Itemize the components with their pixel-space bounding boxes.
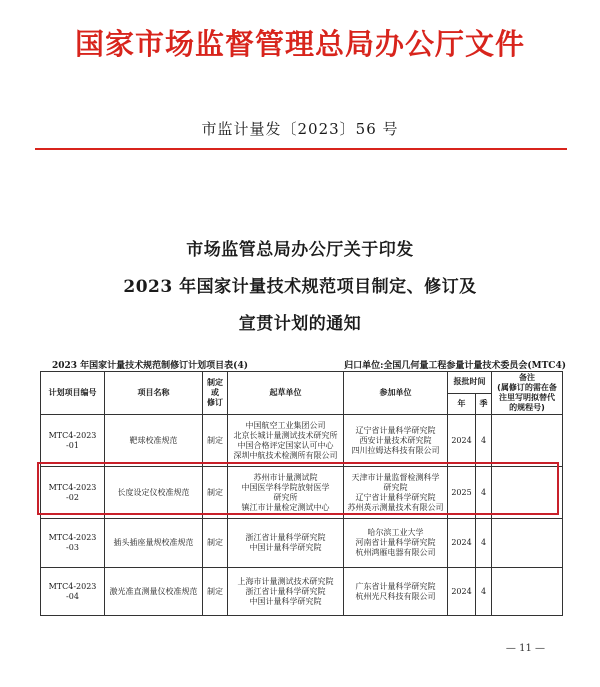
cell-project-name: 靶球校准规范 [105,415,203,467]
page-number: — 11 — [505,643,545,654]
cell-type: 制定 [203,568,228,616]
cell-project-id: MTC4-2023 -04 [41,568,105,616]
header-project-id: 计划项目编号 [41,372,105,415]
cell-participants: 天津市计量监督检测科学 研究院 辽宁省计量科学研究院 苏州英示测量技术有限公司 [344,467,448,519]
title-line: 宣贯计划的通知 [238,314,362,334]
cell-note [492,415,563,467]
cell-note [492,519,563,568]
header-submission-time: 报批时间 [448,372,492,394]
table-row [41,467,563,519]
cell-quarter: 4 [476,568,492,616]
document-number: 市监计量发〔2023〕56 号 [201,120,399,138]
table-caption-right: 归口单位:全国几何量工程参量计量技术委员会(MTC4) [344,361,566,371]
cell-drafters: 上海市计量测试技术研究院 浙江省计量科学研究院 中国计量科学研究院 [228,568,344,616]
cell-quarter: 4 [476,467,492,519]
header-year: 年 [448,393,476,415]
table-row [41,415,563,467]
cell-project-name: 激光准直测量仪校准规范 [105,568,203,616]
cell-quarter: 4 [476,519,492,568]
header-quarter: 季 [476,393,492,415]
header-drafter: 起草单位 [228,372,344,415]
header-project-name: 项目名称 [105,372,203,415]
table-caption-left: 2023 年国家计量技术规范制修订计划项目表(4) [52,361,248,371]
header-participant: 参加单位 [344,372,448,415]
cell-note [492,568,563,616]
cell-year: 2025 [448,467,476,519]
cell-year: 2024 [448,519,476,568]
header-type: 制定 或 修订 [203,372,228,415]
cell-participants: 辽宁省计量科学研究院 西安计量技术研究院 四川拉姆达科技有限公司 [344,415,448,467]
cell-note [492,467,563,519]
title-line: 2023 年国家计量技术规范项目制定、修订及 [123,277,477,297]
cell-quarter: 4 [476,415,492,467]
red-divider-line [35,148,567,150]
header-note: 备注 (属修订的需在备 注里写明拟替代 的规程号) [492,372,563,415]
cell-drafters: 浙江省计量科学研究院 中国计量科学研究院 [228,519,344,568]
table-row [41,568,563,616]
title-line: 市场监管总局办公厅关于印发 [186,240,414,260]
cell-type: 制定 [203,467,228,519]
cell-project-id: MTC4-2023 -03 [41,519,105,568]
document-title [0,232,600,343]
cell-type: 制定 [203,415,228,467]
cell-project-name: 长度设定仪校准规范 [105,467,203,519]
cell-participants: 广东省计量科学研究院 杭州光尺科技有限公司 [344,568,448,616]
document-header-title: 国家市场监督管理总局办公厅文件 [74,27,525,61]
project-plan-table [40,371,563,616]
table-row [41,519,563,568]
cell-type: 制定 [203,519,228,568]
cell-drafters: 苏州市计量测试院 中国医学科学院放射医学 研究所 镇江市计量检定测试中心 [228,467,344,519]
cell-drafters: 中国航空工业集团公司 北京长城计量测试技术研究所 中国合格评定国家认可中心 深圳中航技术检测所有限公司 [228,415,344,467]
cell-year: 2024 [448,415,476,467]
cell-project-name: 插头插座量规校准规范 [105,519,203,568]
cell-project-id: MTC4-2023 -02 [41,467,105,519]
cell-project-id: MTC4-2023 -01 [41,415,105,467]
cell-participants: 哈尔滨工业大学 河南省计量科学研究院 杭州鸿雁电器有限公司 [344,519,448,568]
cell-year: 2024 [448,568,476,616]
